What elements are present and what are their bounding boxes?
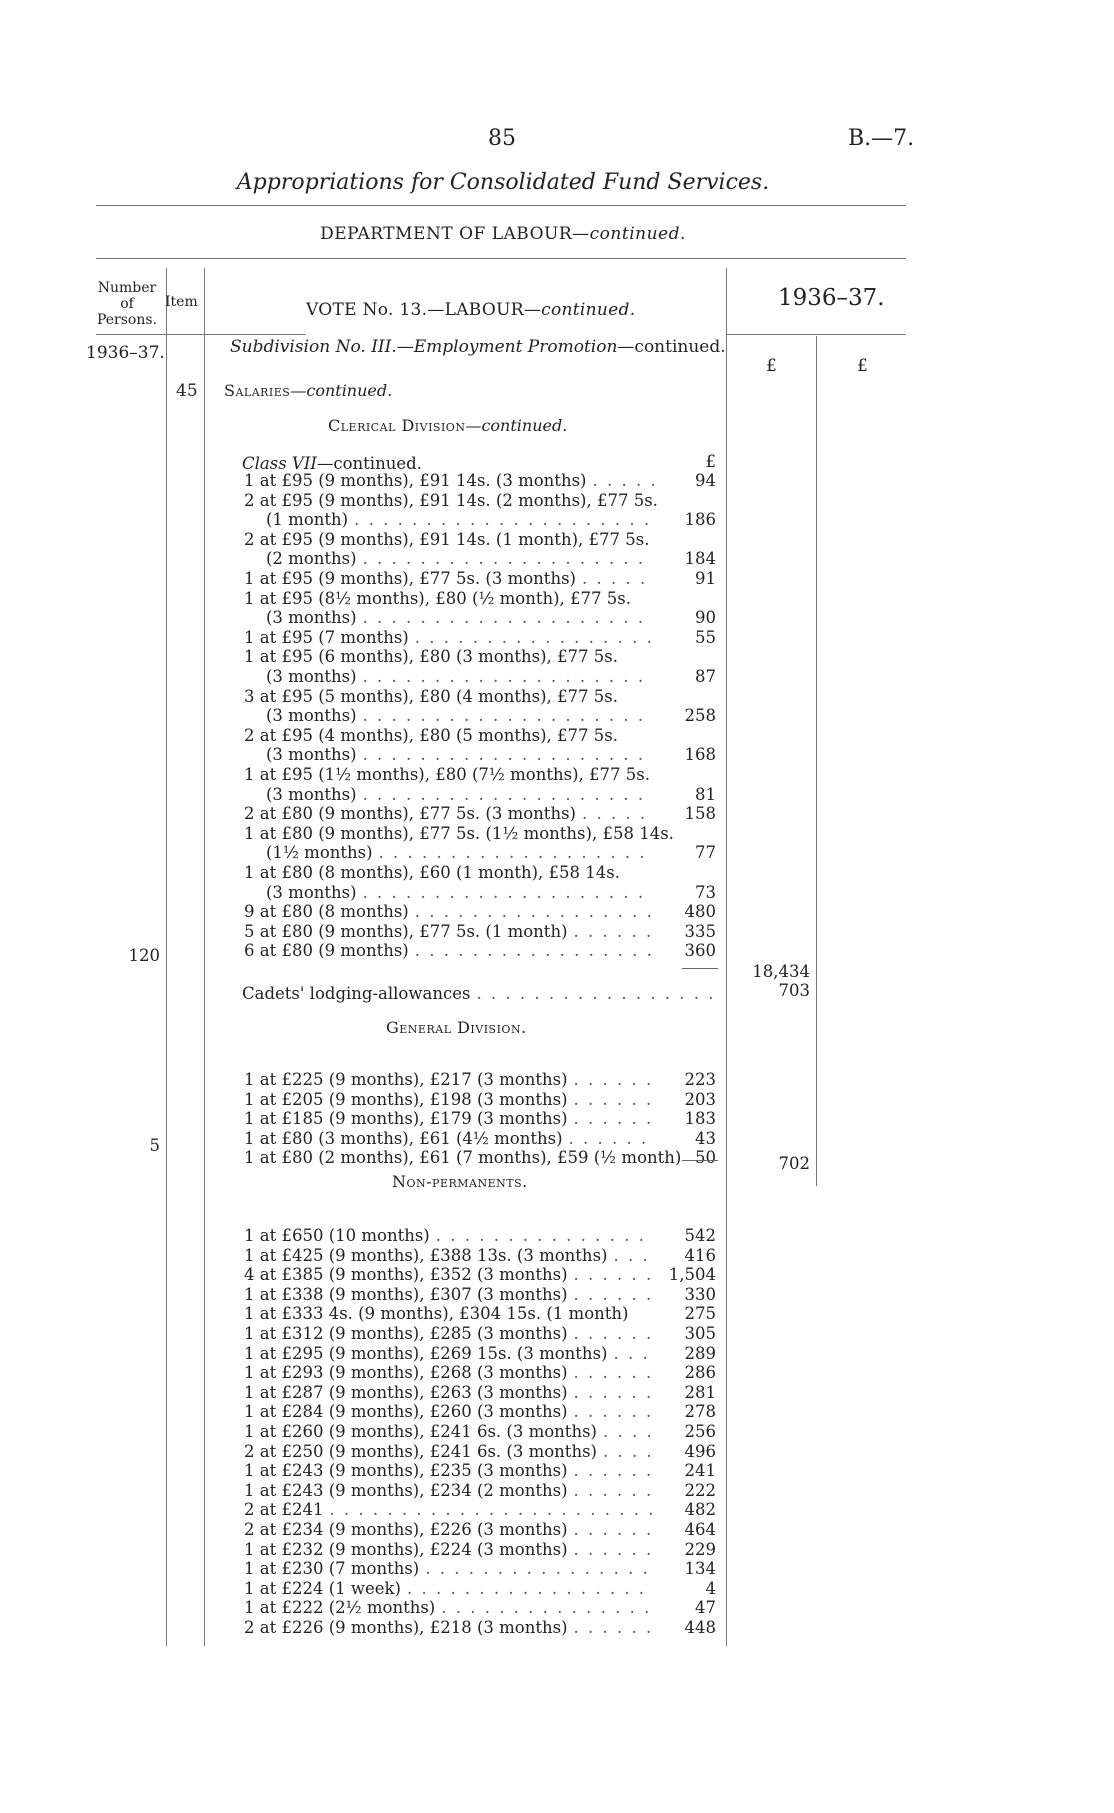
clerical-heading-text: Clerical Division [328, 416, 466, 435]
pound-sign-amount: £ [766, 356, 777, 376]
nonperm-row [244, 1500, 654, 1520]
leader-dots [563, 1129, 654, 1149]
clerical-row-label: (3 months) [266, 882, 357, 902]
header-bottom-rule-left [96, 334, 306, 335]
leader-dots [373, 843, 654, 863]
nonperm-row [244, 1598, 654, 1618]
leader-dots [357, 667, 654, 687]
nonperm-row [244, 1540, 654, 1560]
nonperm-row-label: 1 at £260 (9 months), £241 6s. (3 months) [244, 1422, 597, 1441]
nonperm-row-label: 2 at £234 (9 months), £226 (3 months) [244, 1520, 568, 1539]
clerical-row [244, 667, 654, 687]
page-title: Appropriations for Consolidated Fund Services. [236, 170, 770, 195]
general-row [244, 1129, 654, 1149]
nonperm-row-label: 1 at £333 4s. (9 months), £304 15s. (1 month) [244, 1304, 629, 1324]
clerical-row [244, 589, 654, 609]
item-number: 45 [176, 381, 198, 401]
leader-dots [357, 706, 654, 726]
nonperm-row-amount: 134 [684, 1559, 716, 1579]
leader-dots [568, 1540, 654, 1560]
leader-dots [568, 1383, 654, 1403]
clerical-row-label: 1 at £95 (9 months), £91 14s. (3 months) [244, 471, 587, 490]
nonperm-row-amount: 47 [695, 1598, 716, 1618]
nonperm-row [244, 1481, 654, 1501]
nonperm-row-amount: 448 [684, 1618, 716, 1637]
clerical-row-label: 6 at £80 (9 months) [244, 941, 409, 961]
nonperm-row-amount: 464 [684, 1520, 716, 1539]
clerical-row-label: (1 month) [266, 510, 349, 530]
clerical-row-label: 2 at £95 (9 months), £91 14s. (2 months), £77 5s. [244, 490, 658, 510]
class-heading-text: Class VII [242, 454, 317, 473]
nonperm-row-label: 1 at £230 (7 months) [244, 1559, 420, 1579]
clerical-row-label: 5 at £80 (9 months), £77 5s. (1 month) [244, 921, 568, 941]
clerical-row-amount: 480 [684, 902, 716, 922]
nonperm-row [244, 1324, 654, 1344]
total-column-rule [816, 336, 817, 1186]
clerical-row [244, 823, 674, 844]
clerical-row-label: 2 at £95 (4 months), £80 (5 months), £77 5s. [244, 725, 618, 745]
leader-dots [401, 1579, 654, 1599]
nonperm-row-label: 1 at £338 (9 months), £307 (3 months) [244, 1284, 568, 1304]
clerical-row [244, 941, 654, 961]
nonperm-row-label: 1 at £224 (1 week) [244, 1578, 401, 1598]
clerical-row [244, 471, 654, 491]
nonperm-row [244, 1246, 654, 1266]
clerical-row-amount: 168 [684, 745, 716, 765]
clerical-subtotal-rule [682, 968, 718, 969]
leader-dots [357, 608, 654, 628]
nonperm-row [244, 1363, 654, 1383]
nonperm-row-amount: 496 [684, 1441, 716, 1461]
clerical-row-amount: 73 [695, 882, 716, 902]
general-row-amount: 50 [695, 1148, 716, 1168]
clerical-row [244, 863, 654, 883]
header-bottom-rule-right [726, 334, 906, 335]
nonperm-row-label: 1 at £222 (2½ months) [244, 1598, 436, 1618]
general-row-label: 1 at £185 (9 months), £179 (3 months) [244, 1109, 568, 1129]
page-number: 85 [488, 126, 516, 151]
leader-dots [357, 785, 654, 805]
cadets-label: Cadets' lodging-allowances [242, 984, 471, 1003]
clerical-row-amount: 184 [684, 549, 716, 569]
clerical-row-label: (3 months) [266, 667, 357, 686]
clerical-row-amount: 55 [695, 627, 716, 647]
nonperm-row-amount: 4 [705, 1578, 716, 1598]
clerical-row-label: 1 at £80 (9 months), £77 5s. (1½ months), £58 14s. [244, 823, 674, 843]
clerical-row [244, 608, 654, 628]
clerical-row [244, 726, 654, 746]
nonperm-row-label: 1 at £425 (9 months), £388 13s. (3 months) [244, 1245, 608, 1265]
leader-dots [568, 1109, 654, 1129]
clerical-row-label: 1 at £95 (1½ months), £80 (7½ months), £77 5s. [244, 765, 650, 784]
clerical-row [244, 569, 654, 589]
persons-year-label: 1936–37. [86, 343, 165, 363]
general-row-label: 1 at £225 (9 months), £217 (3 months) [244, 1070, 568, 1089]
pound-sign-total: £ [857, 356, 868, 376]
nonperm-row-amount: 305 [684, 1324, 716, 1343]
cadets-row [242, 984, 724, 1004]
clerical-row-label: (3 months) [266, 706, 357, 726]
leader-dots [586, 471, 654, 491]
non-permanents-heading: Non-permanents. [392, 1172, 528, 1191]
nonperm-row-amount: 281 [684, 1382, 716, 1402]
clerical-pound-sign: £ [705, 452, 716, 471]
leader-dots [435, 1598, 654, 1618]
clerical-row [244, 785, 654, 805]
nonperm-row-amount: 1,504 [668, 1265, 716, 1285]
clerical-row-amount: 91 [695, 569, 716, 588]
clerical-row-amount: 158 [684, 804, 716, 824]
subdivision-suffix: —continued. [617, 337, 726, 357]
clerical-row-amount: 258 [684, 706, 716, 726]
nonperm-row-amount: 289 [684, 1343, 716, 1363]
leader-dots [430, 1226, 654, 1246]
general-row [244, 1148, 682, 1168]
clerical-row [244, 745, 654, 765]
clerical-persons: 120 [128, 946, 160, 965]
vote-title-text: VOTE No. 13.—LABOUR [306, 300, 524, 320]
leader-dots [568, 1402, 654, 1422]
nonperm-row-amount: 416 [684, 1245, 716, 1265]
department-suffix: —continued. [572, 224, 686, 244]
leader-dots [568, 1324, 654, 1344]
amount-column-rule [726, 268, 727, 1646]
nonperm-row-amount: 542 [684, 1226, 716, 1245]
general-row [244, 1070, 654, 1090]
nonperm-row-amount: 256 [684, 1422, 716, 1441]
nonperm-row [244, 1461, 654, 1481]
clerical-row-amount: 94 [695, 471, 716, 490]
clerical-row [244, 628, 654, 648]
leader-dots [568, 1090, 654, 1110]
nonperm-row [244, 1344, 654, 1364]
salaries-heading [224, 381, 392, 400]
clerical-row-amount: 77 [695, 843, 716, 863]
clerical-row-label: 2 at £80 (9 months), £77 5s. (3 months) [244, 804, 576, 824]
class-heading-suffix: —continued. [316, 454, 422, 473]
clerical-row-amount: 335 [684, 921, 716, 941]
nonperm-row-label: 2 at £226 (9 months), £218 (3 months) [244, 1618, 568, 1637]
general-row-label: 1 at £80 (2 months), £61 (7 months), £59 (½ month) [244, 1148, 682, 1168]
leader-dots [419, 1559, 654, 1579]
clerical-row [244, 804, 654, 824]
table-top-rule [96, 258, 906, 259]
general-persons: 5 [149, 1136, 160, 1155]
clerical-row-label: (2 months) [266, 549, 357, 569]
leader-dots [576, 804, 654, 824]
clerical-row [244, 843, 654, 863]
nonperm-row-amount: 278 [684, 1402, 716, 1422]
clerical-row [244, 902, 654, 922]
clerical-row [244, 530, 654, 550]
clerical-row [244, 765, 654, 785]
nonperm-row [244, 1265, 654, 1285]
clerical-row-label: 1 at £95 (9 months), £77 5s. (3 months) [244, 569, 576, 588]
clerical-division-heading [328, 416, 567, 435]
clerical-row-label: 2 at £95 (9 months), £91 14s. (1 month), £77 5s. [244, 529, 650, 549]
title-rule [96, 205, 906, 206]
general-row [244, 1090, 654, 1110]
department-title [0, 224, 1006, 244]
general-subtotal-rule [682, 1160, 718, 1161]
general-row-label: 1 at £205 (9 months), £198 (3 months) [244, 1089, 568, 1109]
leader-dots [568, 1481, 654, 1501]
clerical-row-label: 1 at £95 (6 months), £80 (3 months), £77 5s. [244, 647, 618, 667]
clerical-row-amount: 360 [684, 941, 716, 961]
general-division-heading: General Division. [386, 1018, 527, 1037]
clerical-row [244, 510, 654, 530]
nonperm-row [244, 1402, 654, 1422]
leader-dots [348, 510, 654, 530]
clerical-row-label: (3 months) [266, 608, 357, 628]
nonperm-row [244, 1304, 654, 1324]
clerical-row [244, 883, 654, 903]
salaries-suffix: —continued. [290, 381, 393, 400]
nonperm-row-label: 4 at £385 (9 months), £352 (3 months) [244, 1265, 568, 1285]
nonperm-row-amount: 229 [684, 1539, 716, 1559]
nonperm-row-label: 1 at £312 (9 months), £285 (3 months) [244, 1324, 568, 1343]
nonperm-row-label: 2 at £241 [244, 1500, 324, 1520]
nonperm-row-label: 1 at £232 (9 months), £224 (3 months) [244, 1539, 568, 1559]
item-column-rule [204, 268, 205, 1646]
nonperm-row [244, 1442, 654, 1462]
general-row-amount: 203 [684, 1089, 716, 1109]
nonperm-row-amount: 286 [684, 1363, 716, 1383]
general-row [244, 1109, 654, 1129]
leader-dots [470, 984, 724, 1004]
nonperm-row [244, 1285, 654, 1305]
clerical-row-label: 3 at £95 (5 months), £80 (4 months), £77 5s. [244, 686, 618, 706]
leader-dots [409, 902, 654, 922]
leader-dots [568, 1618, 654, 1638]
clerical-row-amount: 81 [695, 784, 716, 804]
nonperm-row-amount: 330 [684, 1284, 716, 1304]
vote-title [306, 300, 635, 320]
item-column-header: Item [165, 294, 198, 310]
clerical-heading-suffix: —continued. [465, 416, 568, 435]
salaries-text: Salaries [224, 381, 291, 400]
nonperm-row-label: 1 at £650 (10 months) [244, 1226, 430, 1245]
leader-dots [568, 1461, 654, 1481]
general-row-amount: 183 [684, 1109, 716, 1129]
clerical-total: 18,434 [752, 962, 810, 981]
clerical-row [244, 490, 658, 511]
nonperm-row [244, 1226, 654, 1246]
general-total: 702 [778, 1154, 810, 1173]
nonperm-row-label: 1 at £243 (9 months), £234 (2 months) [244, 1480, 568, 1500]
nonperm-row [244, 1559, 654, 1579]
leader-dots [568, 1285, 654, 1305]
persons-column-rule [166, 268, 167, 1646]
clerical-row [244, 647, 654, 667]
nonperm-row [244, 1520, 654, 1540]
nonperm-row [244, 1618, 654, 1638]
general-row-amount: 43 [695, 1128, 716, 1148]
nonperm-row [244, 1579, 654, 1599]
nonperm-row-label: 1 at £287 (9 months), £263 (3 months) [244, 1382, 568, 1402]
cadets-amount: 703 [778, 981, 810, 1000]
subdivision-text: Subdivision No. III.—Employment Promotion [230, 337, 618, 357]
clerical-row [244, 549, 654, 569]
clerical-row-amount: 87 [695, 667, 716, 686]
page-reference: B.—7. [848, 126, 915, 151]
clerical-row-amount: 90 [695, 608, 716, 628]
nonperm-row-label: 1 at £284 (9 months), £260 (3 months) [244, 1402, 568, 1422]
leader-dots [576, 569, 654, 589]
clerical-row-label: 1 at £95 (7 months) [244, 627, 409, 647]
leader-dots [357, 883, 654, 903]
leader-dots [568, 1265, 654, 1285]
clerical-row [244, 922, 654, 942]
leader-dots [568, 1070, 654, 1090]
persons-column-header: Number of Persons. [96, 280, 158, 328]
general-row-amount: 223 [684, 1070, 716, 1089]
year-column-header: 1936–37. [778, 285, 885, 311]
clerical-row-label: 1 at £80 (8 months), £60 (1 month), £58 14s. [244, 863, 620, 882]
leader-dots [357, 549, 654, 569]
subdivision-title [230, 337, 726, 357]
nonperm-row-label: 1 at £243 (9 months), £235 (3 months) [244, 1461, 568, 1481]
clerical-row-label: (1½ months) [266, 843, 373, 863]
nonperm-row [244, 1383, 654, 1403]
leader-dots [568, 1520, 654, 1540]
clerical-row-label: (3 months) [266, 784, 357, 804]
nonperm-row-label: 2 at £250 (9 months), £241 6s. (3 months) [244, 1441, 597, 1461]
nonperm-row-amount: 275 [684, 1304, 716, 1324]
nonperm-row-label: 1 at £295 (9 months), £269 15s. (3 months) [244, 1343, 608, 1363]
general-row-label: 1 at £80 (3 months), £61 (4½ months) [244, 1128, 563, 1148]
clerical-row [244, 706, 654, 726]
leader-dots [323, 1500, 654, 1520]
nonperm-row-amount: 241 [684, 1461, 716, 1481]
nonperm-row-amount: 222 [684, 1480, 716, 1500]
leader-dots [409, 628, 654, 648]
clerical-row-label: 1 at £95 (8½ months), £80 (½ month), £77 5s. [244, 588, 631, 608]
clerical-row-label: (3 months) [266, 745, 357, 765]
leader-dots [568, 922, 654, 942]
clerical-row [244, 687, 654, 707]
clerical-row-amount: 186 [684, 510, 716, 530]
nonperm-row [244, 1422, 654, 1442]
vote-title-suffix: —continued. [523, 300, 636, 320]
department-name: DEPARTMENT OF LABOUR [320, 224, 573, 244]
leader-dots [568, 1363, 654, 1383]
nonperm-row-label: 1 at £293 (9 months), £268 (3 months) [244, 1363, 568, 1383]
leader-dots [357, 745, 654, 765]
clerical-row-label: 9 at £80 (8 months) [244, 902, 409, 922]
nonperm-row-amount: 482 [684, 1500, 716, 1520]
leader-dots [409, 941, 654, 961]
